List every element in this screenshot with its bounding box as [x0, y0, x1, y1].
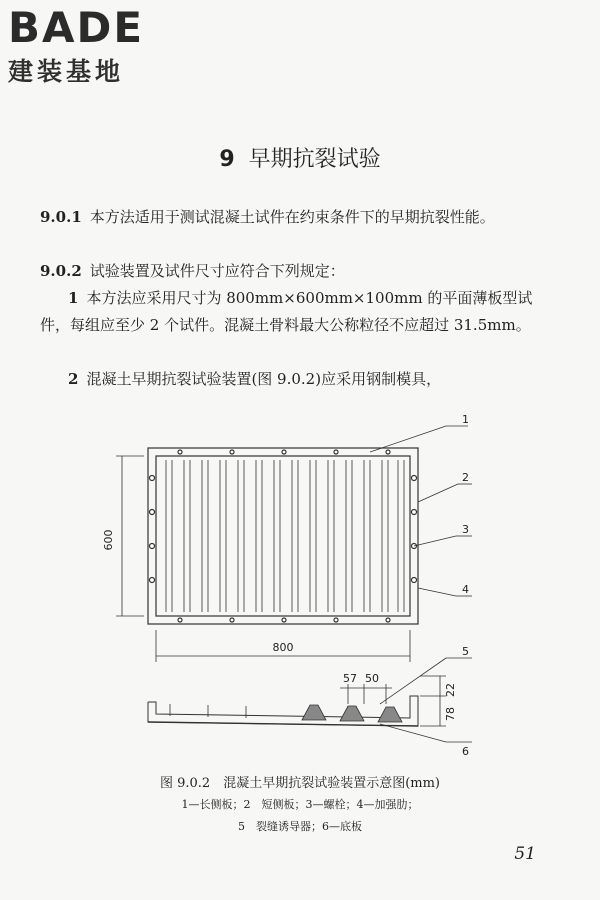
dim-78: 78: [444, 707, 457, 721]
item-text: 混凝土早期抗裂试验装置(图 9.0.2)应采用钢制模具，: [86, 370, 442, 388]
list-item-1: [40, 285, 560, 339]
callout-3: 3: [462, 523, 469, 536]
clause-id: 9.0.2: [40, 262, 82, 280]
chapter-heading: [0, 142, 600, 173]
list-item-2: [40, 366, 560, 393]
brand-logo: [8, 3, 145, 88]
figure-legend-line-2: 5 裂缝诱导器；6—底板: [238, 820, 362, 833]
clause-9-0-1: [40, 204, 560, 231]
callout-1: 1: [462, 413, 469, 426]
chapter-number: 9: [219, 147, 235, 172]
dim-height: 600: [102, 529, 115, 551]
clause-text: 本方法适用于测试混凝土试件在约束条件下的早期抗裂性能。: [89, 208, 495, 226]
clause-9-0-2: [40, 258, 560, 285]
chapter-title: 早期抗裂试验: [248, 147, 381, 172]
callout-4: 4: [462, 583, 469, 596]
crack-inducer-3: [378, 707, 402, 722]
bolts: [150, 450, 417, 622]
page-number: 51: [514, 844, 536, 864]
mold-inner: [156, 456, 410, 616]
item-text: 本方法应采用尺寸为 800mm×600mm×100mm 的平面薄板型试件，每组应至少 2 个试件。混凝土骨料最大公称粒径不应超过 31.5mm。: [40, 289, 533, 334]
callout-leaders: [370, 426, 472, 596]
callout-6: 6: [462, 745, 469, 758]
stiffener-strips: [166, 460, 404, 612]
dim-57: 57: [343, 672, 357, 685]
callout-2: 2: [462, 471, 469, 484]
section-view: [148, 696, 418, 726]
callout-5: 5: [462, 645, 469, 658]
clause-id: 9.0.1: [40, 208, 82, 226]
dim-50: 50: [365, 672, 379, 685]
crack-inducer-2: [340, 706, 364, 721]
figure-legend-line-1: 1—长侧板；2 短侧板；3—螺栓；4—加强肋；: [181, 798, 419, 811]
figure-caption: 图 9.0.2 混凝土早期抗裂试验装置示意图(mm): [159, 776, 440, 791]
figure-diagram: [0, 400, 600, 770]
dim-22: 22: [444, 683, 457, 697]
item-number: 1: [68, 289, 79, 307]
clause-text: 试验装置及试件尺寸应符合下列规定：: [89, 262, 345, 280]
crack-inducer-1: [302, 705, 326, 720]
dim-width: 800: [272, 641, 294, 654]
mold-frame: [148, 448, 418, 624]
logo-brand: BADE: [8, 3, 145, 52]
item-number: 2: [68, 370, 79, 388]
logo-subtitle: 建装基地: [8, 57, 125, 86]
